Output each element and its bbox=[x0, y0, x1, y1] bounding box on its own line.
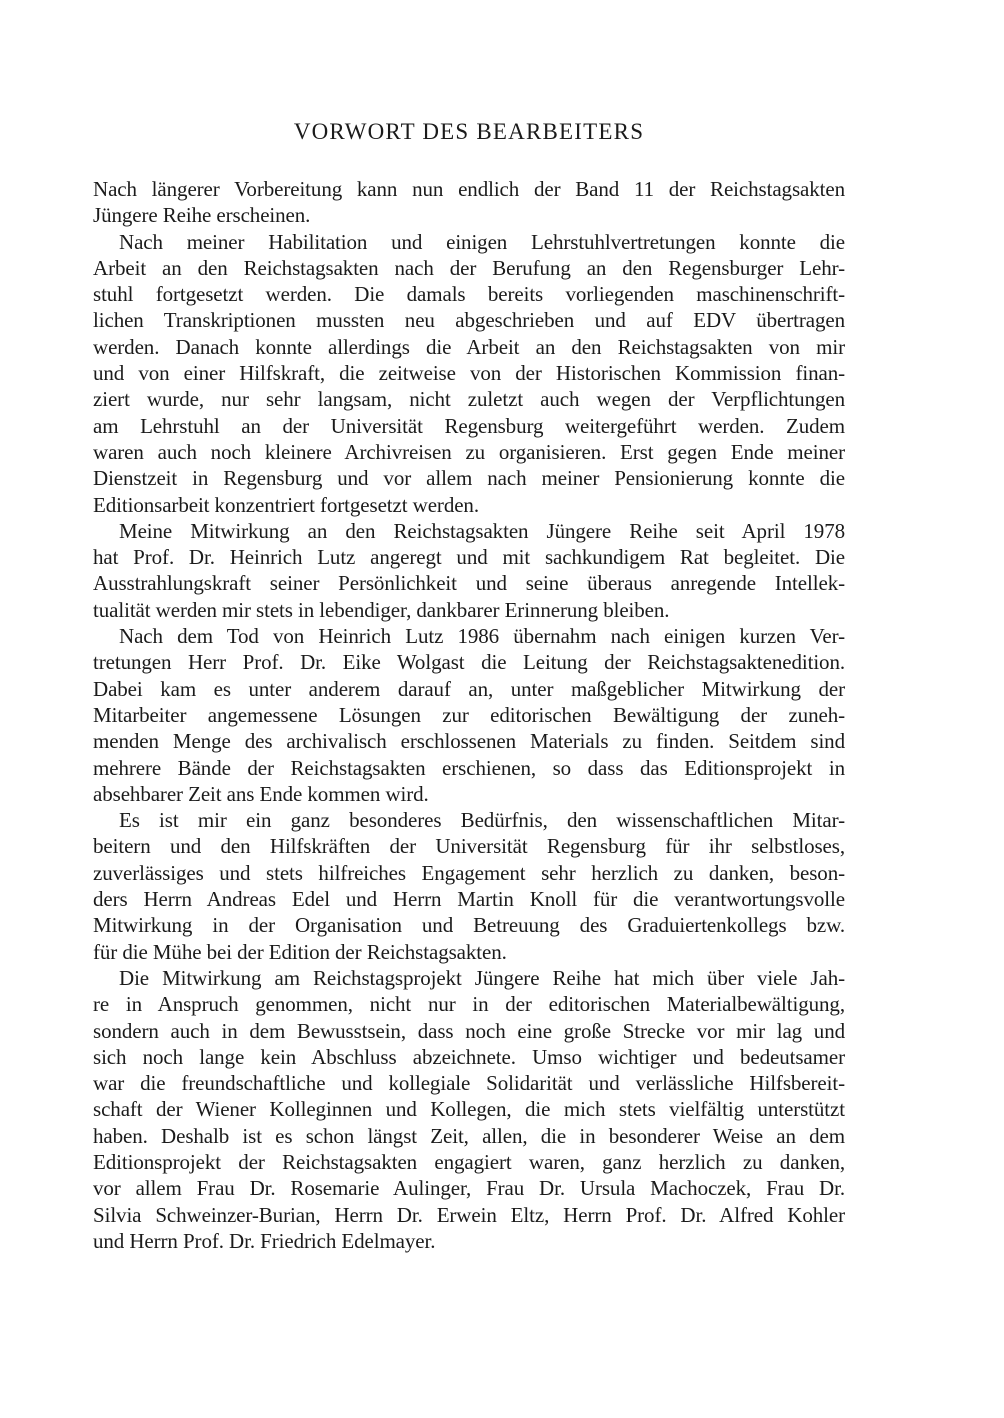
text-line: mehrere Bände der Reichstagsakten erschienen, so dass das Editionsprojekt in bbox=[93, 755, 845, 780]
text-line: Meine Mitwirkung an den Reichstagsakten Jüngere Reihe seit April 1978 bbox=[119, 518, 845, 543]
text-line: Es ist mir ein ganz besonderes Bedürfnis, den wissenschaftlichen Mitar- bbox=[119, 808, 845, 833]
text-line: re in Anspruch genommen, nicht nur in der editorischen Materialbewältigung, bbox=[93, 992, 845, 1017]
text-line: Mitarbeiter angemessene Lösungen zur editorischen Bewältigung der zuneh- bbox=[93, 702, 845, 727]
text-line: schaft der Wiener Kolleginnen und Kollegen, die mich stets vielfältig unterstützt bbox=[93, 1097, 845, 1122]
text-line: ziert wurde, nur sehr langsam, nicht zuletzt auch wegen der Verpflichtungen bbox=[93, 387, 845, 412]
text-line: ders Herrn Andreas Edel und Herrn Martin Knoll für die verantwortungsvolle bbox=[93, 887, 845, 912]
text-line: sich noch lange kein Abschluss abzeichnete. Umso wichtiger und bedeutsamer bbox=[93, 1044, 845, 1069]
text-line: lichen Transkriptionen mussten neu abgeschrieben und auf EDV übertragen bbox=[93, 308, 845, 333]
paragraph bbox=[93, 229, 845, 518]
page-title: VORWORT DES BEARBEITERS bbox=[293, 119, 645, 144]
text-line: Dienstzeit in Regensburg und vor allem nach meiner Pensionierung konnte die bbox=[93, 466, 845, 491]
text-line: beitern und den Hilfskräften der Universität Regensburg für ihr selbstloses, bbox=[93, 834, 845, 859]
text-line: absehbarer Zeit ans Ende kommen wird. bbox=[93, 781, 429, 806]
text-line: tretungen Herr Prof. Dr. Eike Wolgast die Leitung der Reichstagsaktenedition. bbox=[93, 650, 845, 675]
text-line: für die Mühe bei der Edition der Reichstagsakten. bbox=[93, 939, 507, 964]
text-line: war die freundschaftliche und kollegiale Solidarität und verlässliche Hilfsbereit- bbox=[93, 1071, 845, 1096]
text-line: zuverlässiges und stets hilfreiches Engagement sehr herzlich zu danken, beson- bbox=[93, 860, 845, 885]
text-line: werden. Danach konnte allerdings die Arbeit an den Reichstagsakten von mir bbox=[93, 334, 845, 359]
text-line: Die Mitwirkung am Reichstagsprojekt Jüngere Reihe hat mich über viele Jah- bbox=[119, 965, 845, 990]
text-line: Mitwirkung in der Organisation und Betreuung des Graduiertenkollegs bzw. bbox=[93, 913, 845, 938]
text-line: Nach meiner Habilitation und einigen Lehrstuhlvertretungen konnte die bbox=[119, 229, 845, 254]
text-line: und Herrn Prof. Dr. Friedrich Edelmayer. bbox=[93, 1228, 436, 1253]
text-line: hat Prof. Dr. Heinrich Lutz angeregt und mit sachkundigem Rat begleitet. Die bbox=[93, 545, 845, 570]
text-line: Ausstrahlungskraft seiner Persönlichkeit und seine überaus anregende Intellek- bbox=[93, 571, 845, 596]
text-line: Jüngere Reihe erscheinen. bbox=[93, 203, 311, 228]
text-line: Editionsarbeit konzentriert fortgesetzt werden. bbox=[93, 492, 479, 517]
paragraph bbox=[93, 807, 845, 965]
text-line: sondern auch in dem Bewusstsein, dass noch eine große Strecke vor mir lag und bbox=[93, 1018, 845, 1043]
text-line: vor allem Frau Dr. Rosemarie Aulinger, Frau Dr. Ursula Machoczek, Frau Dr. bbox=[93, 1176, 845, 1201]
paragraph bbox=[93, 965, 845, 1254]
text-line: und von einer Hilfskraft, die zeitweise von der Historischen Kommission finan- bbox=[93, 361, 845, 386]
paragraph bbox=[93, 623, 845, 807]
text-line: Silvia Schweinzer-Burian, Herrn Dr. Erwein Eltz, Herrn Prof. Dr. Alfred Kohler bbox=[93, 1202, 845, 1227]
text-line: Dabei kam es unter anderem darauf an, unter maßgeblicher Mitwirkung der bbox=[93, 676, 845, 701]
text-line: Arbeit an den Reichstagsakten nach der Berufung an den Regensburger Lehr- bbox=[93, 255, 845, 280]
text-line: waren auch noch kleinere Archivreisen zu organisieren. Erst gegen Ende meiner bbox=[93, 439, 845, 464]
text-line: Editionsprojekt der Reichstagsakten engagiert waren, ganz herzlich zu danken, bbox=[93, 1149, 845, 1174]
text-line: Nach längerer Vorbereitung kann nun endlich der Band 11 der Reichstagsakten bbox=[93, 177, 845, 201]
text-line: am Lehrstuhl an der Universität Regensburg weitergeführt werden. Zudem bbox=[93, 413, 845, 438]
text-line: stuhl fortgesetzt werden. Die damals bereits vorliegenden maschinenschrift- bbox=[93, 282, 845, 307]
paragraph bbox=[93, 518, 845, 623]
text-line: tualität werden mir stets in lebendiger, dankbarer Erinnerung bleiben. bbox=[93, 597, 670, 622]
text-block bbox=[93, 176, 845, 1254]
text-line: Nach dem Tod von Heinrich Lutz 1986 übernahm nach einigen kurzen Ver- bbox=[119, 624, 845, 649]
text-line: haben. Deshalb ist es schon längst Zeit, allen, die in besonderer Weise an dem bbox=[93, 1123, 845, 1148]
paragraph bbox=[93, 176, 845, 229]
text-line: menden Menge des archivalisch erschlossenen Materials zu finden. Seitdem sind bbox=[93, 729, 845, 754]
